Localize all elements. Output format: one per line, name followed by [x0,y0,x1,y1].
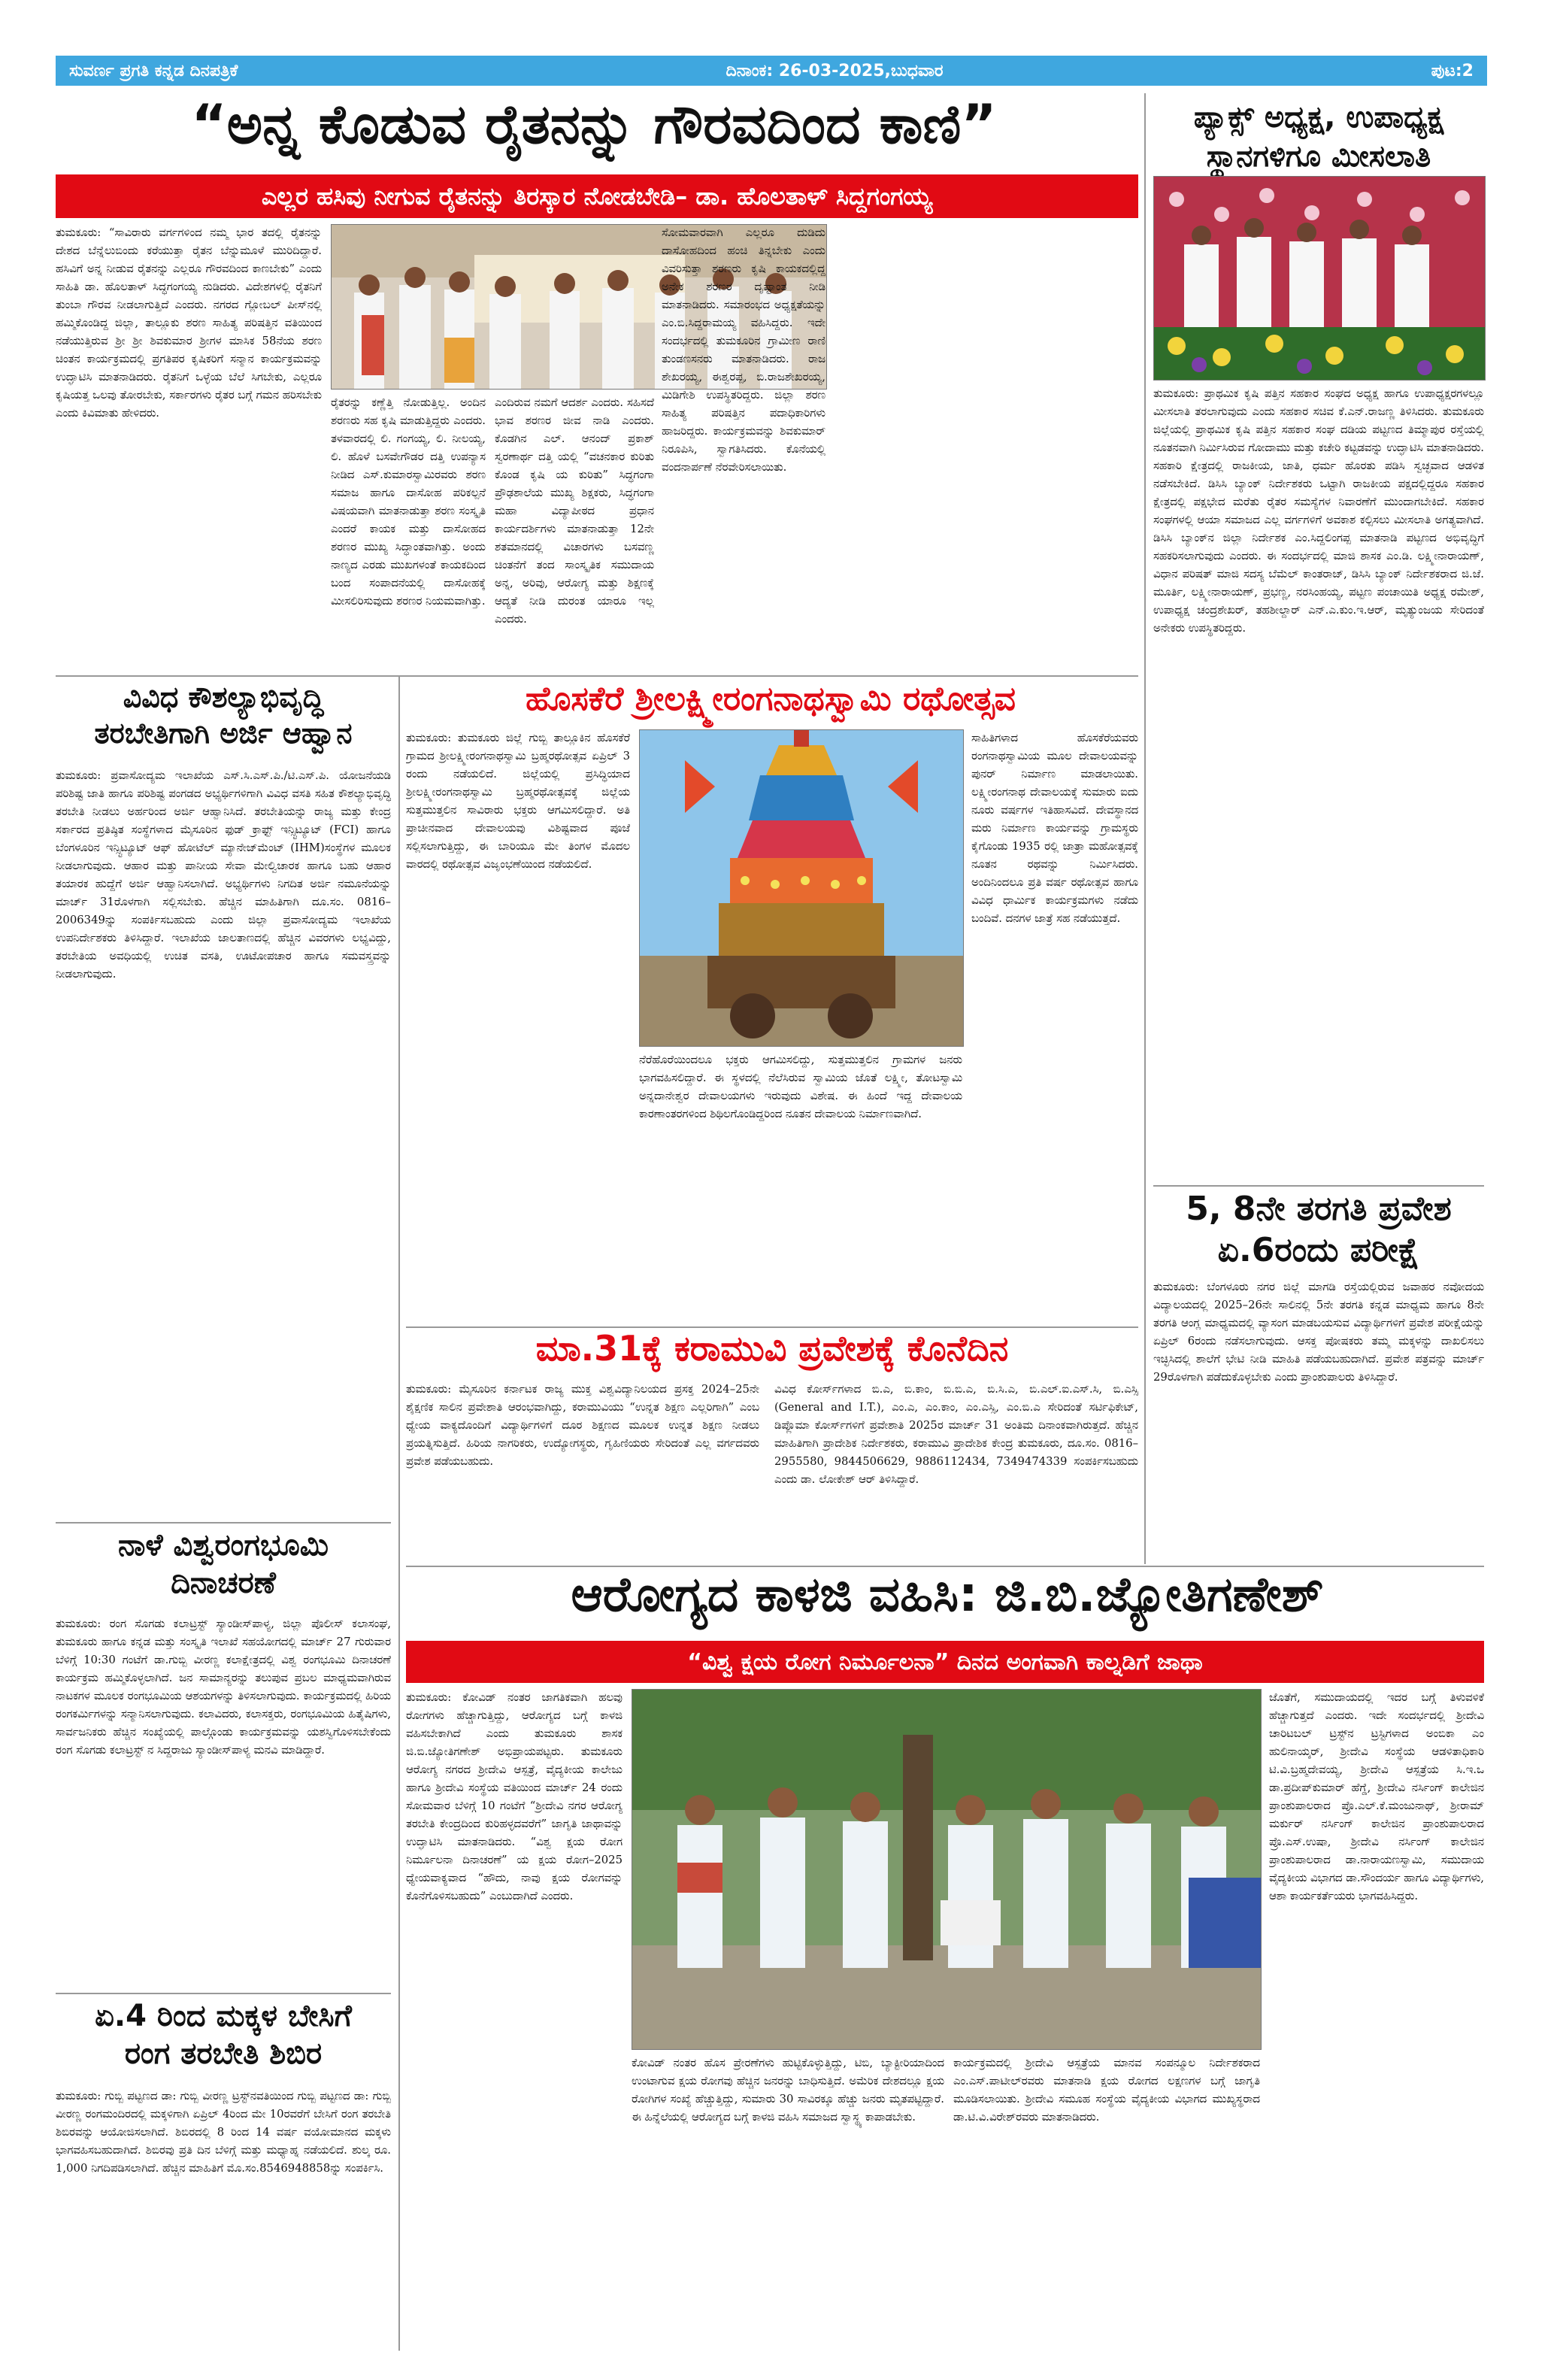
section-rule [56,675,1138,677]
univ-text-1: ತುಮಕೂರು: ಮೈಸೂರಿನ ಕರ್ನಾಟಕ ರಾಜ್ಯ ಮುಕ್ತ ವಿಶ್ವವಿದ್ಯಾನಿಲಯದ ಪ್ರಸಕ್ತ 2024–25ನೇ ಶೈಕ್ಷಣಿಕ ಸಾಲಿನ ಪ್ರವೇಶಾತಿ ಆರಂಭವಾಗಿದ್ದು, ಕರಾಮುವಿಯು “ಉನ್ನತ ಶಿಕ್ಷಣ ಎಲ್ಲರಿಗಾಗಿ” ಎಂಬ ಧ್ಯೇಯ ವಾಕ್ಯದೊಂದಿಗೆ ವಿದ್ಯಾರ್ಥಿಗಳಿಗೆ ದೂರ ಶಿಕ್ಷಣದ ಮೂಲಕ ಉನ್ನತ ಶಿಕ್ಷಣ ನೀಡಲು ಪ್ರಯತ್ನಿಸುತ್ತಿದೆ. ಹಿರಿಯ ನಾಗರಿಕರು, ಉದ್ಯೋಗಸ್ಥರು, ಗೃಹಿಣಿಯರು ಸೇರಿದಂತೆ ಎಲ್ಲ ವರ್ಗದವರು ಪ್ರವೇಶ ಪಡೆಯಬಹುದು. [406,1383,759,1468]
exam-column [1153,1278,1484,1560]
lead-text-1: ತುಮಕೂರು: “ಸಾವಿರಾರು ವರ್ಗಗಳಿಂದ ನಮ್ಮ ಭಾರ ತದಲ್ಲಿ ರೈತನನ್ನು ದೇಶದ ಬೆನ್ನೆಲುಬಿಂದು ಕರೆಯುತ್ತಾ ರೈತನ ಬೆನ್ನುಮೂಳೆ ಮುರಿದಿದ್ದಾರೆ. ಹಸಿವಿಗೆ ಅನ್ನ ನೀಡುವ ರೈತನನ್ನು ಎಲ್ಲರೂ ಗೌರವದಿಂದ ಕಾಣಬೇಕು” ಎಂದು ಸಾಹಿತಿ ಡಾ. ಹೊಲತಾಳ್ ಸಿದ್ಧಗಂಗಯ್ಯ ನುಡಿದರು. ವಿದೇಶಗಳಲ್ಲಿ ರೈತನಿಗೆ ತುಂಬಾ ಗೌರವ ನೀಡಲಾಗುತ್ತಿದೆ ಎಂದರು. ನಗರದ ಗ್ಲೋಬಲ್ ಪೀಸ್‌ನಲ್ಲಿ ಹಮ್ಮಿಕೊಂಡಿದ್ದ ಜಿಲ್ಲಾ, ತಾಲ್ಲೂಕು ಶರಣ ಸಾಹಿತ್ಯ ಪರಿಷತ್ತಿನ ವತಿಯಿಂದ ನಡೆಯುತ್ತಿರುವ ಶ್ರೀ ಶ್ರೀ ಶಿವಕುಮಾರ ಶ್ರೀಗಳ ಮಾಸಿಕ 58ನೆಯ ಶರಣ ಚಿಂತನ ಕಾರ್ಯಕ್ರಮದಲ್ಲಿ ಪ್ರಗತಿಪರ ಕೃಷಿಕರಿಗೆ ಸನ್ಮಾನ ಕಾರ್ಯಕ್ರಮವನ್ನು ಉದ್ಘಾಟಿಸಿ ಮಾತನಾಡಿದರು. ರೈತನಿಗೆ ಒಳ್ಳೆಯ ಬೆಲೆ ಸಿಗಬೇಕು, ಎಲ್ಲರೂ ಕೃಷಿಯತ್ತ ಒಲವು ತೋರಬೇಕು, ಸರ್ಕಾರಗಳು ರೈತರ ಬಗ್ಗೆ ಗಮನ ಹರಿಸಬೇಕು ಎಂದು ಕಿವಿಮಾತು ಹೇಳಿದರು. [56,226,322,420]
health-column-1 [406,1689,623,2351]
section-rule [1153,1185,1484,1187]
skill-column [56,767,391,1519]
health-photo [632,1689,1262,2050]
inauguration-image [1154,177,1485,380]
health-column-2 [632,2054,944,2351]
walkathon-image [632,1690,1261,2049]
temple-column-2 [639,1051,962,1323]
temple-column-1 [406,729,630,1323]
lead-subhead: ಎಲ್ಲರ ಹಸಿವು ನೀಗುವ ರೈತನನ್ನು ತಿರಸ್ಕಾರ ನೋಡಬೇಡಿ– ಡಾ. ಹೊಲತಾಳ್ ಸಿದ್ದಗಂಗಯ್ಯ [56,174,1138,218]
lead-headline: “ಅನ್ನ ಕೊಡುವ ರೈತನನ್ನು ಗೌರವದಿಂದ ಕಾಣಿ” [191,92,997,156]
camp-text: ತುಮಕೂರು: ಗುಬ್ಬಿ ಪಟ್ಟಣದ ಡಾ: ಗುಬ್ಬಿ ವೀರಣ್ಣ ಟ್ರಸ್ಟ್‌ನವತಿಯಿಂದ ಗುಬ್ಬಿ ಪಟ್ಟಣದ ಡಾ: ಗುಬ್ಬಿ ವೀರಣ್ಣ ರಂಗಮಂದಿರದಲ್ಲಿ ಮಕ್ಕಳಿಗಾಗಿ ಏಪ್ರಿಲ್ 4ರಿಂದ ಮೇ 10ರವರೆಗೆ ಬೇಸಿಗೆ ರಂಗ ತರಬೇತಿ ಶಿಬಿರವನ್ನು ಆಯೋಜಿಸಲಾಗಿದೆ. ಶಿಬಿರದಲ್ಲಿ 8 ರಿಂದ 14 ವರ್ಷ ವಯೋಮಾನದ ಮಕ್ಕಳು ಭಾಗವಹಿಸಬಹುದಾಗಿದೆ. ಶಿಬಿರವು ಪ್ರತಿ ದಿನ ಬೆಳಿಗ್ಗೆ ಮತ್ತು ಮಧ್ಯಾಹ್ನ ನಡೆಯಲಿದೆ. ಶುಲ್ಕ ರೂ. 1,000 ನಿಗದಿಪಡಿಸಲಾಗಿದೆ. ಹೆಚ್ಚಿನ ಮಾಹಿತಿಗೆ ಮೊ.ಸಂ.8546948858ನ್ನು ಸಂಪರ್ಕಿಸಿ. [56,2090,391,2175]
univ-text-2: ವಿವಿಧ ಕೋರ್ಸ್‌ಗಳಾದ ಬಿ.ಎ, ಬಿ.ಕಾಂ, ಬಿ.ಬಿ.ಎ, ಬಿ.ಸಿ.ಎ, ಬಿ.ಎಲ್.ಐ.ಎಸ್.ಸಿ, ಬಿ.ಎಸ್ಸಿ (General and I.T.), ಎಂ.ಎ, ಎಂ.ಕಾಂ, ಎಂ.ಎಸ್ಸಿ, ಎಂ.ಬಿ.ಎ ಸೇರಿದಂತೆ ಸರ್ಟಿಫಿಕೇಟ್, ಡಿಪ್ಲೊಮಾ ಕೋರ್ಸ್‌ಗಳಿಗೆ ಪ್ರವೇಶಾತಿ 2025ರ ಮಾರ್ಚ್ 31 ಅಂತಿಮ ದಿನಾಂಕವಾಗಿರುತ್ತದೆ. ಹೆಚ್ಚಿನ ಮಾಹಿತಿಗಾಗಿ ಪ್ರಾದೇಶಿಕ ನಿರ್ದೇಶಕರು, ಕರಾಮುವಿ ಪ್ರಾದೇಶಿಕ ಕೇಂದ್ರ ತುಮಕೂರು, ದೂ.ಸಂ. 0816–2955580, 9844506629, 9886112434, 7349474339 ಸಂಪರ್ಕಿಸಬಹುದು ಎಂದು ಡಾ. ಲೋಕೇಶ್ ಆರ್ ತಿಳಿಸಿದ್ದಾರೆ. [774,1383,1138,1486]
health-text-1: ತುಮಕೂರು: ಕೋವಿಡ್ ನಂತರ ಜಾಗತಿಕವಾಗಿ ಹಲವು ರೋಗಗಳು ಹೆಚ್ಚಾಗುತ್ತಿದ್ದು, ಆರೋಗ್ಯದ ಬಗ್ಗೆ ಕಾಳಜಿ ವಹಿಸಬೇಕಾಗಿದೆ ಎಂದು ತುಮಕೂರು ಶಾಸಕ ಜಿ.ಬಿ.ಜ್ಯೋತಿಗಣೇಶ್ ಅಭಿಪ್ರಾಯಪಟ್ಟರು. ತುಮಕೂರು ಆರೋಗ್ಯ ನಗರದ ಶ್ರೀದೇವಿ ಆಸ್ಪತ್ರೆ, ವೈದ್ಯಕೀಯ ಕಾಲೇಜು ಹಾಗೂ ಶ್ರೀದೇವಿ ಸಂಸ್ಥೆಯ ವತಿಯಿಂದ ಮಾರ್ಚ್ 24 ರಂದು ಸೋಮವಾರ ಬೆಳಿಗ್ಗೆ 10 ಗಂಟೆಗೆ “ಶ್ರೀದೇವಿ ನಗರ ಆರೋಗ್ಯ ತರಬೇತಿ ಕೇಂದ್ರದಿಂದ ಕುರಿಹಳ್ಳದವರೆಗೆ” ಜಾಗೃತಿ ಜಾಥಾವನ್ನು ಉದ್ಘಾಟಿಸಿ ಮಾತನಾಡಿದರು. “ವಿಶ್ವ ಕ್ಷಯ ರೋಗ ನಿರ್ಮೂಲನಾ ದಿನಾಚರಣೆ” ಯ ಕ್ಷಯ ರೋಗ–2025 ಧ್ಯೇಯವಾಕ್ಯವಾದ “ಹೌದು, ನಾವು ಕ್ಷಯ ರೋಗವನ್ನು ಕೊನೆಗೊಳಿಸಬಹುದು” ಎಂಬುದಾಗಿದೆ ಎಂದರು. [406,1691,623,1902]
camp-title [56,1997,391,2072]
section-rule [406,1566,1484,1567]
chariot-image [640,730,963,1046]
temple-column-3 [971,729,1138,1323]
health-text-3: ಕಾರ್ಯಕ್ರಮದಲ್ಲಿ ಶ್ರೀದೇವಿ ಆಸ್ಪತ್ರೆಯ ಮಾನವ ಸಂಪನ್ಮೂಲ ನಿರ್ದೇಶಕರಾದ ಎಂ.ಎಸ್.ಪಾಟೀಲ್‌ರವರು ಮಾತನಾಡಿ ಕ್ಷಯ ರೋಗದ ಲಕ್ಷಣಗಳ ಬಗ್ಗೆ ಜಾಗೃತಿ ಮೂಡಿಸಲಾಯಿತು. ಶ್ರೀದೇವಿ ಸಮೂಹ ಸಂಸ್ಥೆಯ ವೈದ್ಯಕೀಯ ವಿಭಾಗದ ಮುಖ್ಯಸ್ಥರಾದ ಡಾ.ಟಿ.ವಿ.ವಿರೇಶ್‌ರವರು ಮಾತನಾಡಿದರು. [953,2057,1260,2124]
theatre-title-line-2: ದಿನಾಚರಣೆ [171,1566,276,1600]
packs-photo [1153,176,1486,380]
temple-text-1: ತುಮಕೂರು: ತುಮಕೂರು ಜಿಲ್ಲೆ ಗುಬ್ಬಿ ತಾಲ್ಲೂಕಿನ ಹೊಸಕೆರೆ ಗ್ರಾಮದ ಶ್ರೀಲಕ್ಷ್ಮೀರಂಗನಾಥಸ್ವಾಮಿ ಬ್ರಹ್ಮರಥೋತ್ಸವ ಏಪ್ರಿಲ್ 3 ರಂದು ನಡೆಯಲಿದೆ. ಜಿಲ್ಲೆಯಲ್ಲಿ ಪ್ರಸಿದ್ಧಿಯಾದ ಶ್ರೀಲಕ್ಷ್ಮೀರಂಗನಾಥಸ್ವಾಮಿ ಬ್ರಹ್ಮರಥೋತ್ಸವಕ್ಕೆ ಜಿಲ್ಲೆಯ ಸುತ್ತಮುತ್ತಲಿನ ಸಾವಿರಾರು ಭಕ್ತರು ಆಗಮಿಸಲಿದ್ದಾರೆ. ಅತಿ ಪ್ರಾಚೀನವಾದ ದೇವಾಲಯವು ವಿಶಿಷ್ಟವಾದ ಪೂಜೆ ಸಲ್ಲಿಸಲಾಗುತ್ತಿದ್ದು, ಈ ಬಾರಿಯೂ ಮೇ ತಿಂಗಳ ಮೊದಲ ವಾರದಲ್ಲಿ ರಥೋತ್ಸವ ವಿಜೃಂಭಣೆಯಿಂದ ನಡೆಯಲಿದೆ. [406,732,630,871]
temple-text-2: ನೆರೆಹೊರೆಯಿಂದಲೂ ಭಕ್ತರು ಆಗಮಿಸಲಿದ್ದು, ಸುತ್ತಮುತ್ತಲಿನ ಗ್ರಾಮಗಳ ಜನರು ಭಾಗವಹಿಸಲಿದ್ದಾರೆ. ಈ ಸ್ಥಳದಲ್ಲಿ ನೆಲೆಸಿರುವ ಸ್ವಾಮಿಯ ಜೊತೆ ಲಕ್ಷ್ಮೀ, ತೋಟಸ್ವಾಮಿ ಅನ್ನದಾನೇಶ್ವರ ದೇವಾಲಯಗಳು ಇರುವುದು ವಿಶೇಷ. ಈ ಹಿಂದೆ ಇದ್ದ ದೇವಾಲಯ ಕಾರಣಾಂತರಗಳಿಂದ ಶಿಥಿಲಗೊಂಡಿದ್ದರಿಂದ ನೂತನ ದೇವಾಲಯ ನಿರ್ಮಾಣವಾಗಿದೆ. [639,1054,962,1120]
lead-column-4 [662,224,825,672]
lead-column-1 [56,224,322,672]
lead-column-2 [331,394,486,672]
temple-text-3: ಸಾಹಿತಿಗಳಾದ ಹೊಸಕೆರೆಯವರು ರಂಗನಾಥಸ್ವಾಮಿಯ ಮೂಲ ದೇವಾಲಯವನ್ನು ಪುನರ್ ನಿರ್ಮಾಣ ಮಾಡಲಾಯಿತು. ಲಕ್ಷ್ಮೀರಂಗನಾಥ ದೇವಾಲಯಕ್ಕೆ ಸುಮಾರು ಐದು ನೂರು ವರ್ಷಗಳ ಇತಿಹಾಸವಿದೆ. ದೇವಸ್ಥಾನದ ಮರು ನಿರ್ಮಾಣ ಕಾರ್ಯವನ್ನು ಗ್ರಾಮಸ್ಥರು ಕೈಗೊಂಡು 1935 ರಲ್ಲಿ ಜಾತ್ರಾ ಮಹೋತ್ಸವಕ್ಕೆ ನೂತನ ರಥವನ್ನು ನಿರ್ಮಿಸಿದರು. ಅಂದಿನಿಂದಲೂ ಪ್ರತಿ ವರ್ಷ ರಥೋತ್ಸವ ಹಾಗೂ ವಿವಿಧ ಧಾರ್ಮಿಕ ಕಾರ್ಯಕ್ರಮಗಳು ನಡೆದು ಬಂದಿವೆ. ದನಗಳ ಜಾತ್ರೆ ಸಹ ನಡೆಯುತ್ತದೆ. [971,732,1138,925]
lead-text-4: ಸೋಮವಾರವಾಗಿ ಎಲ್ಲರೂ ದುಡಿದು ದಾಸೋಹದಿಂದ ಹಂಚಿ ತಿನ್ನಬೇಕು ಎಂದು ವಿವರಿಸುತ್ತಾ ಶರಣರು ಕೃಷಿ ಕಾಯಕದಲ್ಲಿದ್ದ ಅನೇಕ ಶರಣರ ದೃಷ್ಟಾಂತ ನೀಡಿ ಮಾತನಾಡಿದರು. ಸಮಾರಂಭದ ಅಧ್ಯಕ್ಷತೆಯನ್ನು ಎಂ.ಬಿ.ಸಿದ್ದರಾಮಯ್ಯ ವಹಿಸಿದ್ದರು. ಇದೇ ಸಂದರ್ಭದಲ್ಲಿ ತುಮಕೂರಿನ ಗ್ರಾಮೀಣ ರಾಣಿ ತುಂಡಣಸನರು ಮಾತನಾಡಿದರು. ರಾಜ ಶೇಖರಯ್ಯ, ಈಶ್ವರಪ್ಪ, ಬಿ.ರಾಜಶೇಖರಯ್ಯ, ಮಿಡಿಗೇಶಿ ಉಪಸ್ಥಿತರಿದ್ದರು. ಜಿಲ್ಲಾ ಶರಣ ಸಾಹಿತ್ಯ ಪರಿಷತ್ತಿನ ಪದಾಧಿಕಾರಿಗಳು ಹಾಜರಿದ್ದರು. ಕಾರ್ಯಕ್ರಮವನ್ನು ಶಿವಕುಮಾರ್ ನಿರೂಪಿಸಿ, ಸ್ವಾಗತಿಸಿದರು. ಕೊನೆಯಲ್ಲಿ ವಂದನಾರ್ಪಣೆ ನೆರವೇರಿಸಲಾಯಿತು. [662,226,825,474]
lead-text-3: ಎಂದಿರುವ ನಮಗೆ ಆದರ್ಶ ಎಂದರು. ಸಹಿಸದೆ ಭಾವ ಶರಣರ ಜೀವ ನಾಡಿ ಎಂದರು. ಕೊಡಗಿನ ಎಲ್. ಆನಂದ್ ಪ್ರಕಾಶ್ ಸ್ವರಣಾರ್ಥ ದತ್ತಿ ಯಲ್ಲಿ “ವಚನಕಾರ ಕುರಿತು ಕೊಂಡ ಕೃಷಿ ಯ ಕುರಿತು” ಸಿದ್ಧಗಂಗಾ ಪ್ರೌಢಶಾಲೆಯ ಮುಖ್ಯ ಶಿಕ್ಷಕರು, ಸಿದ್ಧಗಂಗಾ ಮಹಾ ವಿದ್ಯಾಪೀಠದ ಪ್ರಧಾನ ಕಾರ್ಯದರ್ಶಿಗಳು ಮಾತನಾಡುತ್ತಾ 12ನೇ ಶತಮಾನದಲ್ಲಿ ವಿಚಾರಗಳು ಬಸವಣ್ಣ ಚಿಂತನೆಗೆ ತಂದ ಸಾಂಸ್ಕೃತಿಕ ಸಮುದಾಯ ಅನ್ನ, ಅರಿವು, ಆರೋಗ್ಯ ಮತ್ತು ಶಿಕ್ಷಣಕ್ಕೆ ಆದ್ಯತೆ ನೀಡಿ ದುರಂತ ಯಾರೂ ಇಲ್ಲ ಎಂದರು. [495,396,654,626]
lead-text-2: ರೈತರನ್ನು ಕಣ್ಣೆತ್ತಿ ನೋಡುತ್ತಿಲ್ಲ. ಅಂದಿನ ಶರಣರು ಸಹ ಕೃಷಿ ಮಾಡುತ್ತಿದ್ದರು ಎಂದರು. ತಳವಾರದಲ್ಲಿ ಲಿ. ಗಂಗಯ್ಯ, ಲಿ. ನೀಲಯ್ಯ, ಲಿ. ಹೊಳೆ ಬಸವೇಗೌಡರ ದತ್ತಿ ಉಪನ್ಯಾಸ ನೀಡಿದ ಎಸ್.ಕುಮಾರಸ್ವಾಮಿರವರು ಶರಣ ಸಮಾಜ ಹಾಗೂ ದಾಸೋಹ ಪರಿಕಲ್ಪನೆ ವಿಷಯವಾಗಿ ಮಾತನಾಡುತ್ತಾ ಶರಣ ಸಂಸ್ಕೃತಿ ಎಂದರೆ ಕಾಯಕ ಮತ್ತು ದಾಸೋಹದ ಶರಣರ ಮುಖ್ಯ ಸಿದ್ಧಾಂತವಾಗಿತ್ತು. ಅಂದು ನಾಣ್ಯದ ಎರಡು ಮುಖಗಳಂತೆ ಕಾಯಕದಿಂದ ಬಂದ ಸಂಪಾದನೆಯಲ್ಲಿ ದಾಸೋಹಕ್ಕೆ ಮೀಸಲಿರಿಸುವುದು ಶರಣರ ನಿಯಮವಾಗಿತ್ತು. [331,396,486,608]
skill-title-line-1: ವಿವಿಧ ಕೌಶಲ್ಯಾಭಿವೃದ್ಧಿ [123,681,324,714]
health-subhead: “ವಿಶ್ವ ಕ್ಷಯ ರೋಗ ನಿರ್ಮೂಲನಾ” ದಿನದ ಅಂಗವಾಗಿ ಕಾಲ್ನಡಿಗೆ ಜಾಥಾ [406,1641,1484,1683]
section-rule [406,1326,1138,1328]
univ-headline: ಮಾ.31ಕ್ಕೆ ಕರಾಮುವಿ ಪ್ರವೇಶಕ್ಕೆ ಕೊನೆದಿನ [535,1328,1009,1369]
exam-text: ತುಮಕೂರು: ಬೆಂಗಳೂರು ನಗರ ಜಿಲ್ಲೆ ಮಾಗಡಿ ರಸ್ತೆಯಲ್ಲಿರುವ ಜವಾಹರ ನವೋದಯ ವಿದ್ಯಾಲಯದಲ್ಲಿ 2025–26ನೇ ಸಾಲಿನಲ್ಲಿ 5ನೇ ತರಗತಿ ಕನ್ನಡ ಮಾಧ್ಯಮ ಹಾಗೂ 8ನೇ ತರಗತಿ ಆಂಗ್ಲ ಮಾಧ್ಯಮದಲ್ಲಿ ವ್ಯಾಸಂಗ ಮಾಡಬಯಸುವ ವಿದ್ಯಾರ್ಥಿಗಳಿಗೆ ಪ್ರವೇಶ ಪರೀಕ್ಷೆಯನ್ನು ಏಪ್ರಿಲ್ 6ರಂದು ನಡೆಸಲಾಗುವುದು. ಆಸಕ್ತ ಪೋಷಕರು ತಮ್ಮ ಮಕ್ಕಳನ್ನು ದಾಖಲಿಸಲು ಇಚ್ಛಿಸಿದಲ್ಲಿ ಶಾಲೆಗೆ ಭೇಟಿ ನೀಡಿ ಮಾಹಿತಿ ಪಡೆಯಬಹುದಾಗಿದೆ. ಪ್ರವೇಶ ಪತ್ರವನ್ನು ಮಾರ್ಚ್ 29ರೊಳಗಾಗಿ ಪಡೆದುಕೊಳ್ಳಬೇಕು ಎಂದು ಪ್ರಾಂಶುಪಾಲರು ತಿಳಿಸಿದ್ದಾರೆ. [1153,1281,1484,1384]
packs-headline: ಪ್ಯಾಕ್ಸ್ ಅಧ್ಯಕ್ಷ, ಉಪಾಧ್ಯಕ್ಷ ಸ್ಥಾನಗಳಿಗೂ ಮೀಸಲಾತಿ [1193,100,1444,174]
health-headline: ಆರೋಗ್ಯದ ಕಾಳಜಿ ವಹಿಸಿ: ಜಿ.ಬಿ.ಜ್ಯೋತಿಗಣೇಶ್ [571,1567,1324,1623]
camp-title-line-2: ರಂಗ ತರಬೇತಿ ಶಿಬಿರ [124,2036,323,2071]
camp-column [56,2087,391,2351]
skill-text: ತುಮಕೂರು: ಪ್ರವಾಸೋದ್ಯಮ ಇಲಾಖೆಯ ಎಸ್.ಸಿ.ಎಸ್.ಪಿ./ಟಿ.ಎಸ್.ಪಿ. ಯೋಜನೆಯಡಿ ಪರಿಶಿಷ್ಟ ಜಾತಿ ಹಾಗೂ ಪರಿಶಿಷ್ಟ ಪಂಗಡದ ಅಭ್ಯರ್ಥಿಗಳಿಗಾಗಿ ವಿವಿಧ ವಸತಿ ಸಹಿತ ಕೌಶಲ್ಯಾಭಿವೃದ್ಧಿ ತರಬೇತಿ ನೀಡಲು ಅರ್ಹರಿಂದ ಅರ್ಜಿ ಆಹ್ವಾನಿಸಿದೆ. ತರಬೇತಿಯನ್ನು ರಾಜ್ಯ ಮತ್ತು ಕೇಂದ್ರ ಸರ್ಕಾರದ ಪ್ರತಿಷ್ಠಿತ ಸಂಸ್ಥೆಗಳಾದ ಮೈಸೂರಿನ ಫುಡ್ ಕ್ರಾಫ್ಟ್ ಇನ್ಸ್ಟಿಟ್ಯೂಟ್ (FCI) ಹಾಗೂ ಬೆಂಗಳೂರಿನ ಇನ್ಸ್ಟಿಟ್ಯೂಟ್ ಆಫ್ ಹೋಟೆಲ್ ಮ್ಯಾನೇಜ್‌ಮೆಂಟ್ (IHM)ಸಂಸ್ಥೆಗಳ ಮೂಲಕ ನೀಡಲಾಗುವುದು. ಆಹಾರ ಮತ್ತು ಪಾನೀಯ ಸೇವಾ ಮೇಲ್ವಿಚಾರಕ ಹಾಗೂ ಬಹು ಆಹಾರ ತಯಾರಕ ಹುದ್ದೆಗೆ ಅರ್ಜಿ ಆಹ್ವಾನಿಸಲಾಗಿದೆ. ಅಭ್ಯರ್ಥಿಗಳು ನಿಗದಿತ ಅರ್ಜಿ ನಮೂನೆಯನ್ನು ಮಾರ್ಚ್ 31ರೊಳಗಾಗಿ ಸಲ್ಲಿಸಬೇಕು. ಹೆಚ್ಚಿನ ಮಾಹಿತಿಗಾಗಿ ದೂ.ಸಂ. 0816–2006349ನ್ನು ಸಂಪರ್ಕಿಸಬಹುದು ಎಂದು ಜಿಲ್ಲಾ ಪ್ರವಾಸೋದ್ಯಮ ಇಲಾಖೆಯ ಉಪನಿರ್ದೇಶಕರು ತಿಳಿಸಿದ್ದಾರೆ. ಇಲಾಖೆಯ ಜಾಲತಾಣದಲ್ಲಿ ಹೆಚ್ಚಿನ ವಿವರಗಳು ಲಭ್ಯವಿದ್ದು, ತರಬೇತಿಯ ಅವಧಿಯಲ್ಲಿ ಉಚಿತ ವಸತಿ, ಊಟೋಪಚಾರ ಹಾಗೂ ಸಮವಸ್ತ್ರವನ್ನು ನೀಡಲಾಗುವುದು. [56,769,391,981]
skill-title [56,680,391,751]
section-rule [56,1522,391,1524]
theatre-title-line-1: ನಾಳೆ ವಿಶ್ವರಂಗಭೂಮಿ [117,1528,329,1563]
theatre-text: ತುಮಕೂರು: ರಂಗ ಸೊಗಡು ಕಲಾಟ್ರಸ್ಟ್ ಸ್ಯಾಂಡೀಸ್‌ಪಾಳ್ಯ, ಜಿಲ್ಲಾ ಪೊಲೀಸ್ ಕಲಾಸಂಘ, ತುಮಕೂರು ಹಾಗೂ ಕನ್ನಡ ಮತ್ತು ಸಂಸ್ಕೃತಿ ಇಲಾಖೆ ಸಹಯೋಗದಲ್ಲಿ ಮಾರ್ಚ್ 27 ಗುರುವಾರ ಬೆಳಿಗ್ಗೆ 10:30 ಗಂಟೆಗೆ ಡಾ.ಗುಬ್ಬಿ ವೀರಣ್ಣ ಕಲಾಕ್ಷೇತ್ರದಲ್ಲಿ ವಿಶ್ವ ರಂಗಭೂಮಿ ದಿನಾಚರಣೆ ಕಾರ್ಯಕ್ರಮ ಹಮ್ಮಿಕೊಳ್ಳಲಾಗಿದೆ. ಜನ ಸಾಮಾನ್ಯರನ್ನು ತಲುಪುವ ಪ್ರಬಲ ಮಾಧ್ಯಮವಾಗಿರುವ ನಾಟಕಗಳ ಮೂಲಕ ರಂಗಭೂಮಿಯ ಆಶಯಗಳನ್ನು ತಿಳಿಸಲಾಗುವುದು. ಕಾರ್ಯಕ್ರಮದಲ್ಲಿ ಹಿರಿಯ ರಂಗಕರ್ಮಿಗಳನ್ನು ಸನ್ಮಾನಿಸಲಾಗುವುದು. ಕಲಾವಿದರು, ಕಲಾಸಕ್ತರು, ರಂಗಭೂಮಿಯ ಹಿತೈಷಿಗಳು, ಸಾರ್ವಜನಿಕರು ಹೆಚ್ಚಿನ ಸಂಖ್ಯೆಯಲ್ಲಿ ಪಾಲ್ಗೊಂಡು ಕಾರ್ಯಕ್ರಮವನ್ನು ಯಶಸ್ವಿಗೊಳಿಸಬೇಕೆಂದು ರಂಗ ಸೊಗಡು ಕಲಾಟ್ರಸ್ಟ್ ನ ಸಿದ್ದರಾಜು ಸ್ಯಾಂಡೀಸ್‌ಪಾಳ್ಯ ಮನವಿ ಮಾಡಿದ್ದಾರೆ. [56,1617,391,1757]
column-rule [398,675,400,2351]
temple-headline: ಹೊಸಕೆರೆ ಶ್ರೀಲಕ್ಷ್ಮೀರಂಗನಾಥಸ್ವಾಮಿ ರಥೋತ್ಸವ [526,680,1016,718]
theatre-column [56,1615,391,1991]
theatre-title [56,1527,391,1602]
paper-name: ಸುವರ್ಣ ಪ್ರಗತಿ ಕನ್ನಡ ದಿನಪತ್ರಿಕೆ [69,61,238,80]
skill-title-line-2: ತರಬೇತಿಗಾಗಿ ಅರ್ಜಿ ಆಹ್ವಾನ [94,716,353,750]
temple-photo [639,729,964,1047]
section-rule [56,1993,391,1994]
masthead-bar [56,56,1487,86]
univ-column-1 [406,1381,759,1561]
health-column-3 [953,2054,1260,2351]
health-text-2: ಕೋವಿಡ್ ನಂತರ ಹೊಸ ಪ್ರೇರಣೆಗಳು ಹುಟ್ಟಿಕೊಳ್ಳುತ್ತಿದ್ದು, ಟಿಬಿ, ಬ್ಯಾಕ್ಟೀರಿಯಾದಿಂದ ಉಂಟಾಗುವ ಕ್ಷಯ ರೋಗವು ಹೆಚ್ಚಿನ ಜನರನ್ನು ಬಾಧಿಸುತ್ತಿದೆ. ಅಮೆರಿಕ ದೇಶದಲ್ಲೂ ಕ್ಷಯ ರೋಗಿಗಳ ಸಂಖ್ಯೆ ಹೆಚ್ಚುತ್ತಿದ್ದು, ಸುಮಾರು 30 ಸಾವಿರಕ್ಕೂ ಹೆಚ್ಚು ಜನರು ಮೃತಪಟ್ಟಿದ್ದಾರೆ. ಈ ಹಿನ್ನೆಲೆಯಲ್ಲಿ ಆರೋಗ್ಯದ ಬಗ್ಗೆ ಕಾಳಜಿ ವಹಿಸಿ ಸಮಾಜದ ಸ್ವಾಸ್ಥ್ಯ ಕಾಪಾಡಬೇಕು. [632,2057,944,2124]
exam-title-line-1: 5, 8ನೇ ತರಗತಿ ಪ್ರವೇಶ [1186,1190,1452,1228]
column-rule [1144,93,1146,1564]
univ-column-2 [774,1381,1138,1561]
health-column-4 [1269,1689,1484,2351]
packs-text: ತುಮಕೂರು: ಪ್ರಾಥಮಿಕ ಕೃಷಿ ಪತ್ತಿನ ಸಹಕಾರ ಸಂಘದ ಅಧ್ಯಕ್ಷ ಹಾಗೂ ಉಪಾಧ್ಯಕ್ಷರಗಳಲ್ಲೂ ಮೀಸಲಾತಿ ತರಲಾಗುವುದು ಎಂದು ಸಹಕಾರ ಸಚಿವ ಕೆ.ಎನ್.ರಾಜಣ್ಣ ತಿಳಿಸಿದರು. ತುಮಕೂರು ಜಿಲ್ಲೆಯಲ್ಲಿ ಪ್ರಾಥಮಿಕ ಕೃಷಿ ಪತ್ತಿನ ಸಹಕಾರ ಸಂಘ ದಡಿಯ ಪಟ್ಟಣದ ತಿಮ್ಮಾಪುರ ರಸ್ತೆಯಲ್ಲಿ ನೂತನವಾಗಿ ನಿರ್ಮಿಸಿರುವ ಗೋದಾಮು ಮತ್ತು ಕಚೇರಿ ಕಟ್ಟಡವನ್ನು ಉದ್ಘಾಟಿಸಿ ಮಾತನಾಡಿದರು. ಸಹಕಾರಿ ಕ್ಷೇತ್ರದಲ್ಲಿ ರಾಜಕೀಯ, ಜಾತಿ, ಧರ್ಮ ಹೊರತು ಪಡಿಸಿ ಸ್ವಚ್ಛವಾದ ಆಡಳಿತ ನಡೆಸಬೇಕಿದೆ. ಡಿಸಿಸಿ ಬ್ಯಾಂಕ್ ನಿರ್ದೇಶಕರು ಒಟ್ಟಾಗಿ ರಾಜಕೀಯ ಪಕ್ಷದಲ್ಲಿದ್ದರೂ ಸಹಕಾರ ಕ್ಷೇತ್ರದಲ್ಲಿ ಪಕ್ಷಭೇದ ಮರೆತು ರೈತರ ಸಮಸ್ಯೆಗಳ ನಿವಾರಣೆಗೆ ಮುಂದಾಗಬೇಕಿದೆ. ಸಹಕಾರ ಸಂಘಗಳಲ್ಲಿ ಆಯಾ ಸಮಾಜದ ಎಲ್ಲ ವರ್ಗಗಳಿಗೆ ಅವಕಾಶ ಕಲ್ಪಿಸಲು ಮೀಸಲಾತಿ ಅಗತ್ಯವಾಗಿದೆ. ಡಿಸಿಸಿ ಬ್ಯಾಂಕ್‌ನ ಜಿಲ್ಲಾ ನಿರ್ದೇಶಕ ಎಂ.ಸಿದ್ದಲಿಂಗಪ್ಪ ಮಾತನಾಡಿ ಪಟ್ಟಣದ ಅಭಿವೃದ್ಧಿಗೆ ಸಹಕರಿಸಲಾಗುವುದು ಎಂದರು. ಈ ಸಂದರ್ಭದಲ್ಲಿ ಮಾಜಿ ಶಾಸಕ ಎಂ.ಡಿ. ಲಕ್ಷ್ಮೀನಾರಾಯಣ್, ವಿಧಾನ ಪರಿಷತ್ ಮಾಜಿ ಸದಸ್ಯ ಬೆಮೆಲ್ ಕಾಂತರಾಜ್, ಡಿಸಿಸಿ ಬ್ಯಾಂಕ್ ನಿರ್ದೇಶಕರಾದ ಜಿ.ಜೆ. ಮೂರ್ತಿ, ಲಕ್ಷ್ಮೀನಾರಾಯಣ್, ಪ್ರಭಣ್ಣ, ನರಸಿಂಹಯ್ಯ, ಪಟ್ಟಣ ಪಂಚಾಯಿತಿ ಅಧ್ಯಕ್ಷ ರಮೇಶ್, ಉಪಾಧ್ಯಕ್ಷ ಚಂದ್ರಶೇಖರ್, ತಹಶೀಲ್ದಾರ್ ಎನ್.ಎ.ಕುಂ.ಇ.ಆರ್, ಮೃತ್ಯುಂಜಯ ಸೇರಿದಂತೆ ಅನೇಕರು ಉಪಸ್ಥಿತರಿದ್ದರು. [1153,387,1484,635]
page-number: ಪುಟ:2 [1431,61,1474,80]
exam-title [1153,1188,1484,1271]
lead-column-3 [495,394,654,672]
issue-date: ದಿನಾಂಕ: 26-03-2025,ಬುಧವಾರ [726,61,944,80]
camp-title-line-1: ಏ.4 ರಿಂದ ಮಕ್ಕಳ ಬೇಸಿಗೆ [95,1999,352,2033]
packs-column [1153,385,1484,1182]
health-text-4: ಜೊತೆಗೆ, ಸಮುದಾಯದಲ್ಲಿ ಇದರ ಬಗ್ಗೆ ತಿಳುವಳಿಕೆ ಹೆಚ್ಚಾಗುತ್ತದೆ ಎಂದರು. ಇದೇ ಸಂದರ್ಭದಲ್ಲಿ ಶ್ರೀದೇವಿ ಚಾರಿಟಬಲ್ ಟ್ರಸ್ಟ್‌ನ ಟ್ರಸ್ಟಿಗಳಾದ ಅಂಬಿಕಾ ಎಂ ಹುಲಿನಾಯ್ಕರ್, ಶ್ರೀದೇವಿ ಸಂಸ್ಥೆಯ ಆಡಳಿತಾಧಿಕಾರಿ ಟಿ.ವಿ.ಬ್ರಹ್ಮದೇವಯ್ಯ, ಶ್ರೀದೇವಿ ಆಸ್ಪತ್ರೆಯ ಸಿ.ಇ.ಒ ಡಾ.ಪ್ರದೀಪ್‌ಕುಮಾರ್ ಹೆಗ್ಡೆ, ಶ್ರೀದೇವಿ ನರ್ಸಿಂಗ್ ಕಾಲೇಜಿನ ಪ್ರಾಂಶುಪಾಲರಾದ ಪ್ರೊ.ಎಲ್.ಕೆ.ಮಂಜುನಾಥ್, ಶ್ರೀರಾಮ್ ಮರ್ಕುರ್ ನರ್ಸಿಂಗ್ ಕಾಲೇಜಿನ ಪ್ರಾಂಶುಪಾಲರಾದ ಪ್ರೊ.ಎಸ್.ಉಷಾ, ಶ್ರೀದೇವಿ ನರ್ಸಿಂಗ್ ಕಾಲೇಜಿನ ಪ್ರಾಂಶುಪಾಲರಾದ ಡಾ.ನಾರಾಯಣಸ್ವಾಮಿ, ಸಮುದಾಯ ವೈದ್ಯಕೀಯ ವಿಭಾಗದ ಡಾ.ಸೌಂದರ್ಯ ಹಾಗೂ ವಿದ್ಯಾರ್ಥಿಗಳು, ಆಶಾ ಕಾರ್ಯಕರ್ತೆಯರು ಭಾಗವಹಿಸಿದ್ದರು. [1269,1691,1484,1902]
exam-title-line-2: ಏ.6ರಂದು ಪರೀಕ್ಷೆ [1217,1231,1420,1269]
